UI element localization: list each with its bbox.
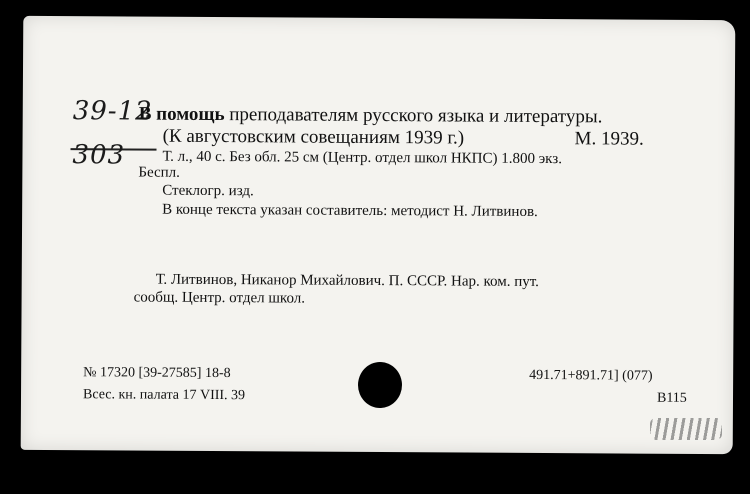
- price: Беспл.: [138, 164, 181, 181]
- added-entry-line-1: Т. Литвинов, Никанор Михайлович. П. СССР. Нар. ком. пут.: [155, 271, 539, 290]
- print-type: Стеклогр. изд.: [162, 182, 254, 200]
- shelfmark-top: 39-12: [72, 96, 153, 127]
- title-line-2: (К августовским совещаниям 1939 г.): [162, 125, 465, 149]
- added-entry-line-2: сообщ. Центр. отдел школ.: [133, 289, 306, 307]
- ink-blot: [358, 362, 402, 408]
- class-code: В115: [656, 390, 687, 406]
- imprint: М. 1939.: [574, 128, 644, 150]
- note: В конце текста указан составитель: методист Н. Литвинов.: [162, 201, 538, 220]
- ink-smudge: [650, 418, 722, 440]
- record-number: № 17320 [39-27585] 18-8: [83, 365, 231, 382]
- title-rest: преподавателям русского языка и литературы.: [229, 104, 603, 128]
- title-line-1: [139, 105, 603, 127]
- classification: 491.71+891.71] (077): [529, 367, 653, 384]
- title-bold: В помощь: [138, 103, 225, 126]
- physical-description: Т. л., 40 с. Без обл. 25 см (Центр. отдел школ НКПС) 1.800 экз.: [162, 148, 563, 168]
- shelfmark-bottom: 303: [72, 140, 126, 171]
- chamber-stamp: Всес. кн. палата 17 VIII. 39: [82, 387, 246, 404]
